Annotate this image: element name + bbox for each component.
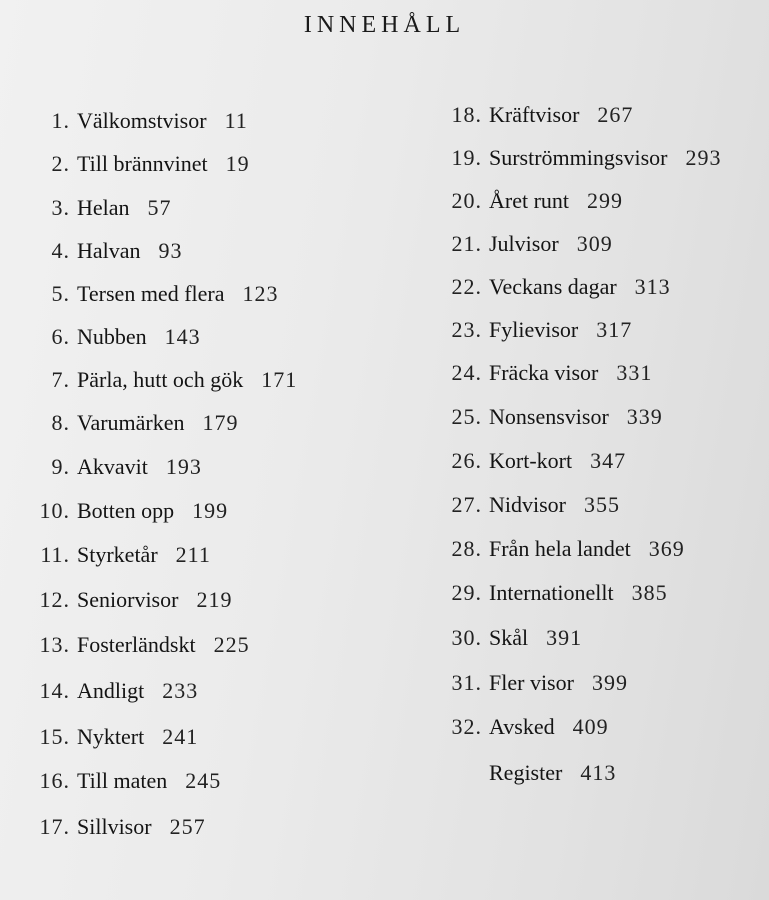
toc-entry-title: Fylievisor: [489, 317, 579, 342]
toc-entry: [436, 714, 609, 740]
toc-entry: [436, 448, 626, 474]
toc-entry-number: 24.: [451, 360, 482, 385]
toc-entry: [22, 195, 172, 221]
toc-entry-title: Året runt: [489, 188, 570, 213]
toc-entry-title: Sillvisor: [77, 814, 152, 839]
toc-entry: [436, 580, 668, 606]
toc-entry-number: 19.: [451, 145, 482, 170]
toc-entry: [22, 324, 201, 350]
toc-entry-page: 179: [202, 410, 239, 435]
toc-entry-page: 171: [261, 367, 298, 392]
toc-entry-title: Andligt: [77, 678, 145, 703]
toc-entry-title: Pärla, hutt och gök: [77, 367, 244, 392]
toc-entry-title: Fosterländskt: [77, 632, 196, 657]
toc-entry-number: 31.: [451, 670, 482, 695]
toc-entry-page: 211: [175, 542, 211, 567]
toc-entry-page: 313: [634, 274, 671, 299]
toc-entry: [22, 724, 198, 750]
toc-entry-title: Julvisor: [489, 231, 559, 256]
toc-entry-number: 22.: [451, 274, 482, 299]
toc-entry-title: Fler visor: [489, 670, 574, 695]
toc-entry-number: 26.: [451, 448, 482, 473]
toc-entry-number: 11.: [40, 542, 70, 567]
toc-entry-title: Register: [489, 760, 563, 785]
toc-entry-title: Styrketår: [77, 542, 158, 567]
toc-entry: [22, 814, 206, 840]
toc-entry-title: Varumärken: [77, 410, 185, 435]
toc-entry: [22, 410, 239, 436]
toc-entry-number: 17.: [39, 814, 70, 839]
toc-entry-page: 257: [169, 814, 206, 839]
toc-entry-page: 339: [626, 404, 663, 429]
toc-entry-page: 241: [162, 724, 199, 749]
toc-entry-number: 14.: [39, 678, 70, 703]
toc-entry: [22, 108, 248, 134]
toc-entry: [22, 768, 221, 794]
toc-entry: [22, 454, 202, 480]
toc-entry-number: 10.: [39, 498, 70, 523]
toc-entry-number: 3.: [51, 195, 70, 220]
toc-entry-page: 413: [580, 760, 617, 785]
toc-entry-title: Tersen med flera: [77, 281, 225, 306]
toc-entry-number: 1.: [51, 108, 70, 133]
toc-entry-page: 57: [147, 195, 172, 220]
toc-entry-page: 409: [572, 714, 609, 739]
toc-entry-page: 123: [242, 281, 279, 306]
toc-entry-page: 391: [546, 625, 583, 650]
toc-entry-page: 309: [576, 231, 613, 256]
toc-entry-title: Fräcka visor: [489, 360, 599, 385]
page-title: INNEHÅLL: [303, 12, 466, 38]
toc-entry-number: 27.: [451, 492, 482, 517]
toc-entry-title: Till brännvinet: [77, 151, 208, 176]
toc-entry: [22, 281, 279, 307]
toc-entry-page: 347: [590, 448, 627, 473]
toc-entry: [22, 498, 228, 524]
toc-entry-page: 355: [584, 492, 620, 517]
toc-entry-number: 15.: [39, 724, 70, 749]
toc-entry-number: 23.: [451, 317, 482, 342]
toc-entry-title: Från hela landet: [489, 536, 631, 561]
toc-entry-page: 143: [164, 324, 201, 349]
toc-entry: [436, 492, 620, 518]
toc-entry: [436, 317, 632, 343]
toc-entry-page: 199: [192, 498, 229, 523]
toc-entry-number: 7.: [51, 367, 70, 392]
toc-entry-number: 16.: [39, 768, 70, 793]
toc-entry-title: Nonsensvisor: [489, 404, 609, 429]
toc-entry: [22, 542, 211, 568]
toc-entry: [436, 231, 613, 257]
toc-entry-number: 20.: [451, 188, 482, 213]
toc-entry-number: 12.: [39, 587, 70, 612]
toc-entry-title: Helan: [77, 195, 130, 220]
toc-entry: [436, 625, 582, 651]
toc-entry-page: 19: [225, 151, 250, 176]
toc-entry-page: 233: [162, 678, 199, 703]
toc-entry: [22, 367, 297, 393]
toc-entry-number: 21.: [451, 231, 482, 256]
toc-entry-title: Surströmmingsvisor: [489, 145, 668, 170]
toc-entry-page: 293: [685, 145, 722, 170]
toc-entry: [436, 536, 685, 562]
toc-entry-number: 9.: [51, 454, 70, 479]
toc-entry-title: Skål: [489, 625, 529, 650]
toc-entry-title: Seniorvisor: [77, 587, 179, 612]
toc-entry: [436, 404, 663, 430]
toc-entry-number: 8.: [51, 410, 70, 435]
toc-entry-page: 331: [616, 360, 653, 385]
toc-entry-number: 28.: [451, 536, 482, 561]
toc-entry: [436, 274, 671, 300]
toc-entry-number: 29.: [451, 580, 482, 605]
toc-entry: [436, 145, 721, 171]
toc-entry-page: 299: [587, 188, 624, 213]
toc-entry-number: 4.: [51, 238, 70, 263]
toc-entry-number: 30.: [451, 625, 482, 650]
toc-entry-title: Välkomstvisor: [77, 108, 207, 133]
toc-entry-page: 245: [185, 768, 222, 793]
toc-entry-title: Internationellt: [489, 580, 614, 605]
toc-entry-page: 93: [158, 238, 183, 263]
toc-entry: [436, 670, 628, 696]
toc-entry-page: 225: [213, 632, 250, 657]
toc-entry-number: 6.: [51, 324, 70, 349]
toc-entry-number: 18.: [451, 102, 482, 127]
toc-entry-page: 385: [631, 580, 668, 605]
toc-entry: [436, 760, 616, 786]
toc-entry-title: Veckans dagar: [489, 274, 617, 299]
toc-entry-page: 399: [591, 670, 628, 695]
toc-entry-page: 369: [648, 536, 685, 561]
toc-entry-number: 2.: [51, 151, 70, 176]
toc-entry-number: 32.: [451, 714, 482, 739]
toc-entry-number: 13.: [39, 632, 70, 657]
toc-entry-title: Nyktert: [77, 724, 145, 749]
toc-entry-number: 5.: [51, 281, 70, 306]
toc-entry: [22, 632, 250, 658]
toc-entry: [436, 360, 652, 386]
toc-entry-page: 193: [165, 454, 202, 479]
toc-entry-page: 219: [196, 587, 233, 612]
toc-entry-title: Avsked: [489, 714, 555, 739]
toc-entry-title: Nubben: [77, 324, 147, 349]
toc-entry-title: Halvan: [77, 238, 141, 263]
toc-entry-title: Nidvisor: [489, 492, 566, 517]
toc-entry: [22, 238, 183, 264]
toc-entry-title: Till maten: [77, 768, 168, 793]
toc-entry: [436, 102, 633, 128]
toc-entry-title: Akvavit: [77, 454, 148, 479]
toc-entry: [22, 587, 232, 613]
toc-entry-page: 11: [224, 108, 248, 133]
toc-entry: [22, 151, 250, 177]
toc-entry-page: 267: [597, 102, 634, 127]
toc-entry: [22, 678, 198, 704]
toc-entry-title: Kräftvisor: [489, 102, 580, 127]
toc-entry-page: 317: [596, 317, 633, 342]
toc-entry-number: 25.: [451, 404, 482, 429]
toc-entry-title: Botten opp: [77, 498, 175, 523]
toc-entry: [436, 188, 623, 214]
toc-entry-title: Kort-kort: [489, 448, 573, 473]
